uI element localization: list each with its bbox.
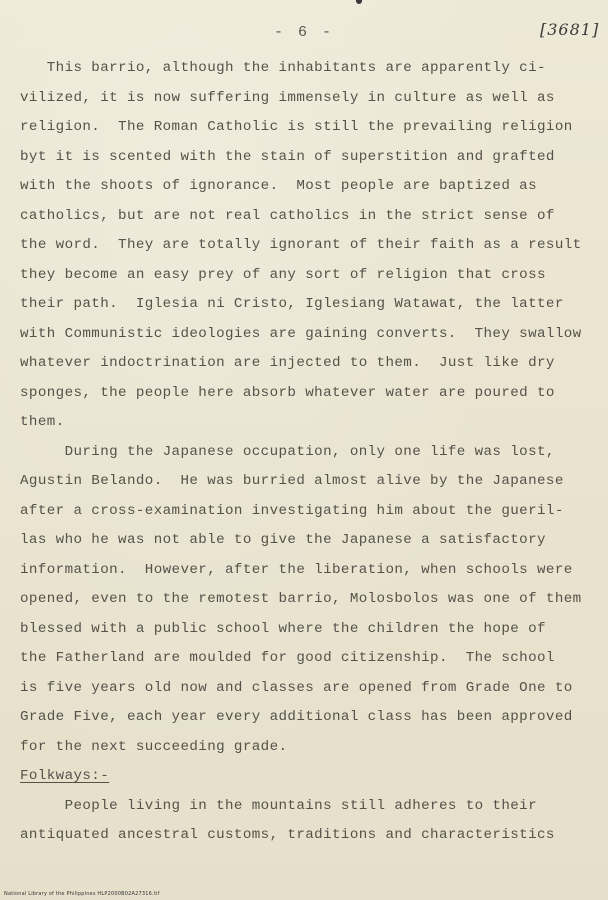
text-line: Agustin Belando. He was burried almost alive by the Japanese <box>20 473 564 489</box>
text-line: sponges, the people here absorb whatever water are poured to <box>20 384 555 401</box>
text-line: the word. They are totally ignorant of their faith as a result <box>20 237 582 253</box>
text-line: religion. The Roman Catholic is still the prevailing religion <box>20 119 573 135</box>
text-line: is five years old now and classes are opened from Grade One to <box>20 679 573 696</box>
text-line: their path. Iglesia ni Cristo, Iglesiang Watawat, the latter <box>20 296 564 312</box>
text-line: blessed with a public school where the children the hope of <box>20 620 546 637</box>
text-line: opened, even to the remotest barrio, Molosbolos was one of them <box>20 591 582 607</box>
text-line: vilized, it is now suffering immensely in culture as well as <box>20 89 555 106</box>
section-heading: Folkways:- <box>20 768 110 784</box>
text-line: them. <box>20 414 65 430</box>
text-line: antiquated ancestral customs, traditions and characteristics <box>20 827 555 843</box>
text-line: for the next succeeding grade. <box>20 738 288 755</box>
text-line: This barrio, although the inhabitants are apparently ci- <box>20 60 546 76</box>
text-line: las who he was not able to give the Japanese a satisfactory <box>20 532 546 548</box>
text-line: with the shoots of ignorance. Most people are baptized as <box>20 178 538 194</box>
top-mark <box>356 0 362 4</box>
typewritten-body <box>20 54 592 851</box>
text-line: During the Japanese occupation, only one life was lost, <box>20 443 555 460</box>
text-line: they become an easy prey of any sort of religion that cross <box>20 266 546 283</box>
page-number: - 6 - <box>273 24 334 41</box>
text-line: information. However, after the liberation, when schools were <box>20 561 573 578</box>
text-line: after a cross-examination investigating him about the gueril- <box>20 502 564 519</box>
text-line: catholics, but are not real catholics in the strict sense of <box>20 207 555 224</box>
text-line: with Communistic ideologies are gaining converts. They swallow <box>20 325 582 342</box>
scan-footer: National Library of the Philippines HLP2000B02A27316.tif <box>4 891 160 897</box>
text-line: byt it is scented with the stain of superstition and grafted <box>20 148 555 165</box>
archive-number: [3681] <box>540 20 600 39</box>
text-line: People living in the mountains still adheres to their <box>20 797 538 814</box>
text-line: Grade Five, each year every additional class has been approved <box>20 709 573 725</box>
text-line: whatever indoctrination are injected to them. Just like dry <box>20 355 555 371</box>
text-line: the Fatherland are moulded for good citizenship. The school <box>20 650 555 666</box>
